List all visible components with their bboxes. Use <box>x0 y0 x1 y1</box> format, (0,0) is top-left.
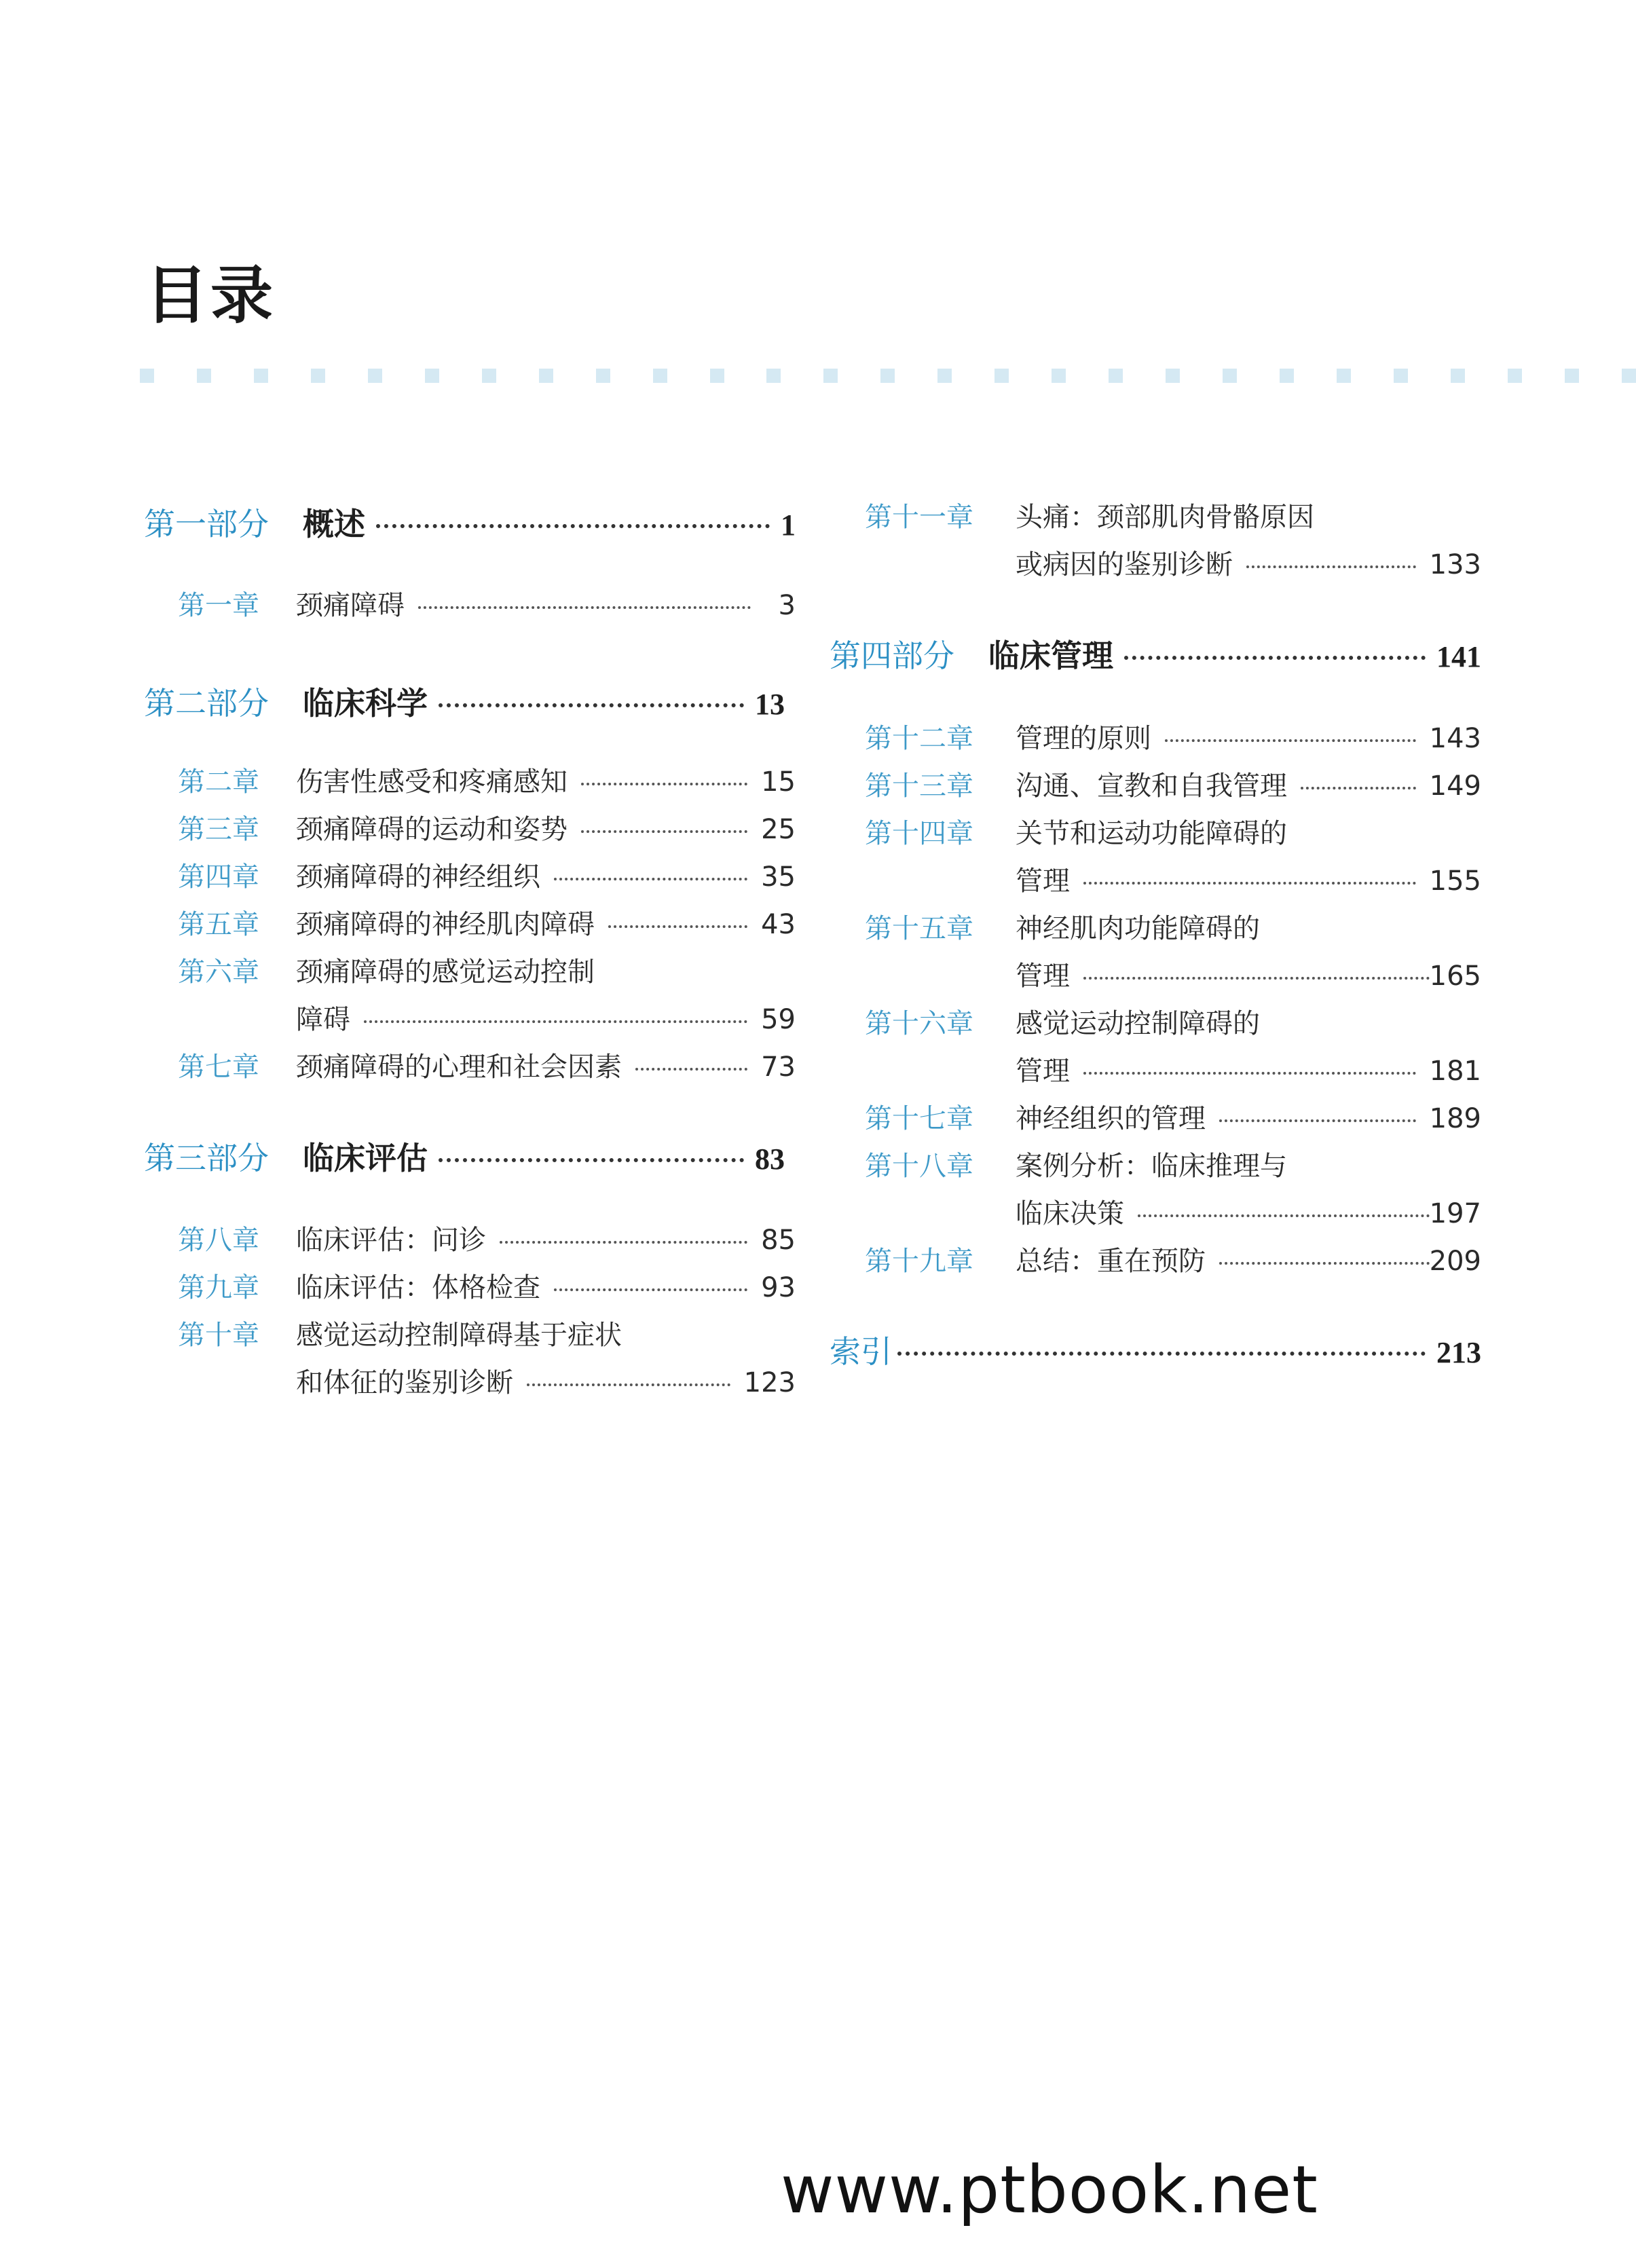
chapter-title: 关节和运动功能障碍的 <box>1016 818 1287 849</box>
toc-chapter-entry[interactable] <box>144 1045 796 1084</box>
chapter-title: 神经肌肉功能障碍的 <box>1016 913 1260 944</box>
dot-leader <box>1083 882 1416 885</box>
dot-leader <box>1138 1214 1430 1217</box>
toc-chapter-entry-continued[interactable] <box>830 1192 1481 1231</box>
toc-index-entry[interactable] <box>830 1327 1481 1372</box>
dot-leader <box>1219 1262 1430 1265</box>
page-number: 141 <box>1436 640 1481 673</box>
dot-leader <box>1246 565 1416 568</box>
deco-square <box>197 369 211 383</box>
deco-square <box>937 369 952 383</box>
dot-leader <box>376 524 770 528</box>
chapter-title: 感觉运动控制障碍的 <box>1016 1008 1260 1039</box>
deco-square <box>994 369 1009 383</box>
toc-chapter-entry-continued[interactable] <box>144 998 796 1037</box>
chapter-title: 颈痛障碍的神经组织 <box>296 861 540 893</box>
page-number: 43 <box>761 909 796 940</box>
part-label: 第一部分 <box>144 506 269 542</box>
chapter-label: 第一章 <box>178 590 259 621</box>
deco-square <box>140 369 154 383</box>
dot-leader <box>418 606 751 609</box>
chapter-label: 第十七章 <box>865 1103 973 1134</box>
dot-leader <box>1219 1119 1416 1122</box>
toc-chapter-entry[interactable] <box>830 717 1481 756</box>
deco-square <box>653 369 667 383</box>
dot-leader <box>439 703 744 707</box>
dot-leader <box>635 1068 747 1071</box>
deco-square <box>425 369 439 383</box>
deco-square <box>1166 369 1180 383</box>
page-number: 93 <box>761 1272 796 1303</box>
chapter-label: 第十章 <box>178 1320 259 1351</box>
deco-square <box>1451 369 1465 383</box>
chapter-label: 第六章 <box>178 956 259 988</box>
dot-leader <box>364 1020 747 1023</box>
deco-square <box>1622 369 1636 383</box>
dot-leader <box>554 878 747 880</box>
decorative-dot-row <box>140 369 1636 385</box>
chapter-label: 第十九章 <box>865 1246 973 1277</box>
chapter-title: 伤害性感受和疼痛感知 <box>296 766 568 798</box>
chapter-label: 第五章 <box>178 909 259 940</box>
dot-leader <box>1083 1072 1416 1075</box>
deco-square <box>880 369 895 383</box>
chapter-label: 第二章 <box>178 766 259 798</box>
chapter-label: 第十八章 <box>865 1151 973 1182</box>
dot-leader <box>581 783 747 785</box>
page-title: 目录 <box>145 259 276 332</box>
chapter-title: 总结：重在预防 <box>1016 1246 1206 1277</box>
toc-chapter-entry[interactable] <box>830 496 1481 534</box>
chapter-title: 沟通、宣教和自我管理 <box>1016 770 1287 802</box>
toc-chapter-entry-continued[interactable] <box>830 1049 1481 1088</box>
deco-square <box>1223 369 1237 383</box>
chapter-label: 第三章 <box>178 814 259 845</box>
deco-square <box>1052 369 1066 383</box>
chapter-title: 和体征的鉴别诊断 <box>296 1367 513 1398</box>
chapter-label: 第十六章 <box>865 1008 973 1039</box>
page-number: 143 <box>1429 723 1481 754</box>
part-title: 临床管理 <box>988 637 1113 674</box>
page-number: 1 <box>781 508 796 542</box>
deco-square <box>823 369 838 383</box>
page-number: 213 <box>1436 1336 1481 1369</box>
toc-chapter-entry[interactable] <box>144 1314 796 1352</box>
page-number: 149 <box>1429 770 1481 802</box>
deco-square <box>368 369 382 383</box>
chapter-title: 案例分析：临床推理与 <box>1016 1151 1287 1182</box>
page-number: 165 <box>1429 961 1481 992</box>
page-number: 181 <box>1429 1056 1481 1087</box>
page-number: 189 <box>1429 1103 1481 1134</box>
page-number: 73 <box>761 1052 796 1083</box>
chapter-title: 临床决策 <box>1016 1198 1124 1229</box>
chapter-title: 感觉运动控制障碍基于症状 <box>296 1320 622 1351</box>
chapter-title: 管理的原则 <box>1016 723 1151 754</box>
deco-square <box>1280 369 1294 383</box>
page-number: 3 <box>778 590 796 621</box>
chapter-title: 颈痛障碍的感觉运动控制 <box>296 956 595 988</box>
deco-square <box>539 369 553 383</box>
toc-chapter-entry-continued[interactable] <box>830 859 1481 898</box>
deco-square <box>311 369 325 383</box>
deco-square <box>1337 369 1351 383</box>
chapter-title: 临床评估：体格检查 <box>296 1272 540 1303</box>
toc-chapter-entry[interactable] <box>144 855 796 894</box>
chapter-label: 第四章 <box>178 861 259 893</box>
deco-square <box>1394 369 1408 383</box>
chapter-label: 第十三章 <box>865 770 973 802</box>
page-number: 83 <box>755 1142 785 1176</box>
toc-chapter-entry[interactable] <box>144 950 796 989</box>
chapter-label: 第十五章 <box>865 913 973 944</box>
chapter-title: 颈痛障碍的运动和姿势 <box>296 814 568 845</box>
toc-chapter-entry[interactable] <box>830 1097 1481 1136</box>
toc-chapter-entry[interactable] <box>144 1219 796 1257</box>
dot-leader <box>608 925 747 928</box>
dot-leader <box>897 1352 1426 1356</box>
deco-square <box>254 369 268 383</box>
chapter-title: 障碍 <box>296 1004 350 1035</box>
page-number: 197 <box>1429 1198 1481 1229</box>
deco-square <box>482 369 496 383</box>
deco-square <box>596 369 610 383</box>
index-label: 索引 <box>830 1333 892 1370</box>
deco-square <box>766 369 781 383</box>
chapter-label: 第十一章 <box>865 502 973 533</box>
toc-part-entry[interactable] <box>830 631 1481 676</box>
toc-chapter-entry[interactable] <box>144 584 796 622</box>
toc-chapter-entry-continued[interactable] <box>144 1361 796 1400</box>
toc-part-entry[interactable] <box>144 679 796 724</box>
page-number: 85 <box>761 1225 796 1256</box>
toc-chapter-entry[interactable] <box>830 1145 1481 1183</box>
part-title: 临床评估 <box>303 1140 428 1176</box>
chapter-title: 管理 <box>1016 1056 1070 1087</box>
chapter-title: 颈痛障碍的神经肌肉障碍 <box>296 909 595 940</box>
deco-square <box>1565 369 1579 383</box>
dot-leader <box>554 1288 747 1291</box>
chapter-label: 第八章 <box>178 1225 259 1256</box>
toc-chapter-entry-continued[interactable] <box>830 543 1481 582</box>
page-number: 13 <box>755 688 785 721</box>
part-label: 第四部分 <box>830 637 954 674</box>
watermark-url: www.ptbook.net <box>781 2152 1318 2228</box>
page-number: 123 <box>743 1367 796 1398</box>
dot-leader <box>439 1158 744 1162</box>
toc-chapter-entry[interactable] <box>144 903 796 942</box>
page-number: 15 <box>761 766 796 798</box>
toc-part-entry[interactable] <box>144 1134 796 1178</box>
part-title: 概述 <box>303 506 365 542</box>
chapter-label: 第十四章 <box>865 818 973 849</box>
toc-chapter-entry[interactable] <box>830 907 1481 946</box>
dot-leader <box>581 830 747 833</box>
chapter-title: 管理 <box>1016 961 1070 992</box>
chapter-title: 颈痛障碍的心理和社会因素 <box>296 1052 622 1083</box>
page-number: 35 <box>761 861 796 893</box>
page-number: 59 <box>761 1004 796 1035</box>
deco-square <box>1109 369 1123 383</box>
toc-chapter-entry[interactable] <box>830 764 1481 803</box>
deco-square <box>710 369 724 383</box>
chapter-title: 临床评估：问诊 <box>296 1225 486 1256</box>
dot-leader <box>1124 656 1426 660</box>
dot-leader <box>527 1383 730 1386</box>
toc-part-entry[interactable] <box>144 500 796 544</box>
dot-leader <box>1301 787 1416 789</box>
chapter-label: 第十二章 <box>865 723 973 754</box>
page-number: 155 <box>1429 866 1481 897</box>
toc-chapter-entry[interactable] <box>830 1002 1481 1041</box>
chapter-title: 管理 <box>1016 866 1070 897</box>
page-number: 133 <box>1429 549 1481 580</box>
dot-leader <box>1165 739 1416 742</box>
page-number: 209 <box>1429 1246 1481 1277</box>
chapter-title: 或病因的鉴别诊断 <box>1016 549 1233 580</box>
toc-chapter-entry[interactable] <box>830 1240 1481 1278</box>
chapter-title: 神经组织的管理 <box>1016 1103 1206 1134</box>
chapter-title: 头痛：颈部肌肉骨骼原因 <box>1016 502 1314 533</box>
chapter-label: 第九章 <box>178 1272 259 1303</box>
deco-square <box>1508 369 1522 383</box>
chapter-title: 颈痛障碍 <box>296 590 405 621</box>
toc-chapter-entry[interactable] <box>830 812 1481 851</box>
toc-chapter-entry-continued[interactable] <box>830 954 1481 993</box>
toc-chapter-entry[interactable] <box>144 1266 796 1305</box>
toc-chapter-entry[interactable] <box>144 760 796 799</box>
dot-leader <box>1083 977 1430 980</box>
chapter-label: 第七章 <box>178 1052 259 1083</box>
part-title: 临床科学 <box>303 685 428 722</box>
part-label: 第三部分 <box>144 1140 269 1176</box>
dot-leader <box>500 1241 747 1244</box>
toc-chapter-entry[interactable] <box>144 808 796 847</box>
part-label: 第二部分 <box>144 685 269 722</box>
page-number: 25 <box>761 814 796 845</box>
